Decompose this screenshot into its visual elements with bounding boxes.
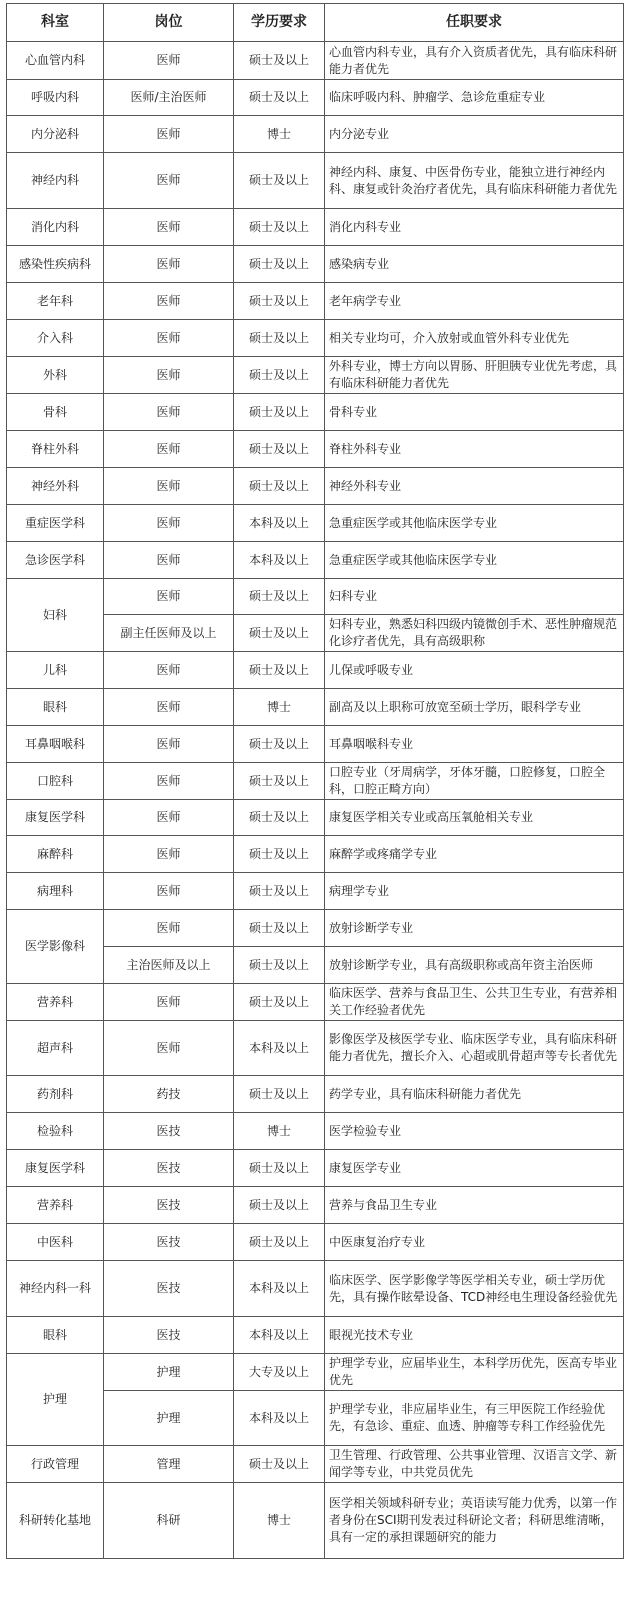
cell-department: 心血管内科 <box>7 42 104 80</box>
cell-education: 硕士及以上 <box>234 357 325 394</box>
table-row <box>7 431 624 468</box>
table-row <box>7 984 624 1021</box>
cell-education: 硕士及以上 <box>234 283 325 320</box>
cell-department: 儿科 <box>7 652 104 689</box>
table-row <box>7 283 624 320</box>
cell-department: 护理 <box>7 1354 104 1446</box>
table-row <box>7 1150 624 1187</box>
cell-education: 硕士及以上 <box>234 320 325 357</box>
cell-position: 医师 <box>104 1021 234 1076</box>
cell-position: 医师 <box>104 836 234 873</box>
cell-education: 本科及以上 <box>234 1261 325 1317</box>
cell-requirements: 医学检验专业 <box>325 1113 624 1150</box>
cell-requirements: 儿保或呼吸专业 <box>325 652 624 689</box>
cell-department: 介入科 <box>7 320 104 357</box>
cell-education: 硕士及以上 <box>234 873 325 910</box>
cell-education: 硕士及以上 <box>234 1224 325 1261</box>
cell-education: 硕士及以上 <box>234 431 325 468</box>
table-row <box>7 910 624 947</box>
cell-requirements: 药学专业，具有临床科研能力者优先 <box>325 1076 624 1113</box>
cell-position: 医师 <box>104 246 234 283</box>
cell-department: 病理科 <box>7 873 104 910</box>
table-row <box>7 1021 624 1076</box>
cell-requirements: 相关专业均可，介入放射或血管外科专业优先 <box>325 320 624 357</box>
cell-department: 外科 <box>7 357 104 394</box>
header-dept: 科室 <box>7 4 104 42</box>
cell-position: 医师 <box>104 800 234 836</box>
cell-requirements: 内分泌专业 <box>325 116 624 153</box>
table-row <box>7 246 624 283</box>
cell-department: 中医科 <box>7 1224 104 1261</box>
cell-position: 医师 <box>104 726 234 763</box>
table-row <box>7 153 624 209</box>
cell-department: 麻醉科 <box>7 836 104 873</box>
cell-position: 医师 <box>104 873 234 910</box>
cell-department: 眼科 <box>7 1317 104 1354</box>
cell-education: 硕士及以上 <box>234 1446 325 1483</box>
cell-education: 硕士及以上 <box>234 947 325 984</box>
cell-department: 营养科 <box>7 1187 104 1224</box>
cell-requirements: 老年病学专业 <box>325 283 624 320</box>
table-row <box>7 763 624 800</box>
cell-department: 营养科 <box>7 984 104 1021</box>
cell-requirements: 医学相关领域科研专业；英语读写能力优秀，以第一作者身份在SCI期刊发表过科研论文者；科研思维清晰，具有一定的承担课题研究的能力 <box>325 1483 624 1559</box>
cell-position: 医师 <box>104 984 234 1021</box>
table-row <box>7 579 624 615</box>
cell-requirements: 护理学专业，应届毕业生，本科学历优先，医高专毕业优先 <box>325 1354 624 1391</box>
cell-position: 医技 <box>104 1150 234 1187</box>
cell-requirements: 感染病专业 <box>325 246 624 283</box>
cell-requirements: 康复医学相关专业或高压氧舱相关专业 <box>325 800 624 836</box>
cell-requirements: 妇科专业 <box>325 579 624 615</box>
table-row <box>7 1076 624 1113</box>
cell-department: 感染性疾病科 <box>7 246 104 283</box>
cell-education: 博士 <box>234 1483 325 1559</box>
cell-education: 硕士及以上 <box>234 42 325 80</box>
cell-requirements: 临床呼吸内科、肿瘤学、急诊危重症专业 <box>325 80 624 116</box>
cell-position: 医师 <box>104 431 234 468</box>
table-row <box>7 468 624 505</box>
cell-department: 康复医学科 <box>7 1150 104 1187</box>
table-row <box>7 394 624 431</box>
header-education: 学历要求 <box>234 4 325 42</box>
cell-education: 本科及以上 <box>234 1391 325 1446</box>
cell-position: 医师 <box>104 320 234 357</box>
cell-position: 医技 <box>104 1224 234 1261</box>
cell-requirements: 护理学专业，非应届毕业生，有三甲医院工作经验优先，有急诊、重症、血透、肿瘤等专科工作经验优先 <box>325 1391 624 1446</box>
cell-education: 博士 <box>234 689 325 726</box>
cell-education: 硕士及以上 <box>234 1076 325 1113</box>
table-row <box>7 1446 624 1483</box>
table-row <box>7 689 624 726</box>
cell-position: 护理 <box>104 1391 234 1446</box>
table-row <box>7 873 624 910</box>
cell-position: 医师 <box>104 910 234 947</box>
table-row <box>7 505 624 542</box>
cell-position: 医师 <box>104 116 234 153</box>
cell-requirements: 脊柱外科专业 <box>325 431 624 468</box>
cell-department: 重症医学科 <box>7 505 104 542</box>
cell-position: 医师 <box>104 153 234 209</box>
header-position: 岗位 <box>104 4 234 42</box>
cell-education: 博士 <box>234 1113 325 1150</box>
cell-education: 博士 <box>234 116 325 153</box>
cell-education: 硕士及以上 <box>234 800 325 836</box>
cell-education: 本科及以上 <box>234 1021 325 1076</box>
cell-department: 超声科 <box>7 1021 104 1076</box>
table-row <box>7 836 624 873</box>
cell-department: 消化内科 <box>7 209 104 246</box>
table-row <box>7 542 624 579</box>
cell-education: 本科及以上 <box>234 542 325 579</box>
cell-requirements: 急重症医学或其他临床医学专业 <box>325 505 624 542</box>
cell-requirements: 副高及以上职称可放宽至硕士学历，眼科学专业 <box>325 689 624 726</box>
cell-department: 行政管理 <box>7 1446 104 1483</box>
cell-position: 医师 <box>104 394 234 431</box>
table-row <box>7 42 624 80</box>
cell-requirements: 心血管内科专业，具有介入资质者优先，具有临床科研能力者优先 <box>325 42 624 80</box>
cell-education: 本科及以上 <box>234 505 325 542</box>
cell-education: 硕士及以上 <box>234 910 325 947</box>
cell-department: 骨科 <box>7 394 104 431</box>
cell-department: 内分泌科 <box>7 116 104 153</box>
cell-position: 医师 <box>104 542 234 579</box>
cell-position: 医师 <box>104 763 234 800</box>
cell-education: 硕士及以上 <box>234 579 325 615</box>
cell-position: 药技 <box>104 1076 234 1113</box>
table-row <box>7 1224 624 1261</box>
cell-department: 脊柱外科 <box>7 431 104 468</box>
cell-position: 医师 <box>104 652 234 689</box>
table-row <box>7 800 624 836</box>
cell-requirements: 耳鼻咽喉科专业 <box>325 726 624 763</box>
cell-position: 医师 <box>104 689 234 726</box>
header-requirements: 任职要求 <box>325 4 624 42</box>
cell-education: 硕士及以上 <box>234 246 325 283</box>
cell-requirements: 妇科专业，熟悉妇科四级内镜微创手术、恶性肿瘤规范化诊疗者优先，具有高级职称 <box>325 615 624 652</box>
recruitment-table <box>6 3 624 1559</box>
table-row <box>7 1261 624 1317</box>
cell-education: 硕士及以上 <box>234 984 325 1021</box>
cell-position: 医师 <box>104 357 234 394</box>
table-row <box>7 1113 624 1150</box>
cell-position: 医师 <box>104 42 234 80</box>
table-row <box>7 726 624 763</box>
cell-requirements: 急重症医学或其他临床医学专业 <box>325 542 624 579</box>
cell-department: 神经内科 <box>7 153 104 209</box>
cell-requirements: 中医康复治疗专业 <box>325 1224 624 1261</box>
table-row <box>7 209 624 246</box>
cell-position: 医师 <box>104 468 234 505</box>
cell-position: 医技 <box>104 1187 234 1224</box>
cell-education: 硕士及以上 <box>234 726 325 763</box>
cell-position: 医技 <box>104 1261 234 1317</box>
table-row <box>7 1187 624 1224</box>
cell-position: 主治医师及以上 <box>104 947 234 984</box>
table-row <box>7 1483 624 1559</box>
table-row <box>7 1317 624 1354</box>
cell-education: 硕士及以上 <box>234 763 325 800</box>
cell-department: 呼吸内科 <box>7 80 104 116</box>
cell-department: 耳鼻咽喉科 <box>7 726 104 763</box>
cell-requirements: 神经内科、康复、中医骨伤专业，能独立进行神经内科、康复或针灸治疗者优先，具有临床科研能力者优先 <box>325 153 624 209</box>
cell-education: 本科及以上 <box>234 1317 325 1354</box>
cell-education: 硕士及以上 <box>234 652 325 689</box>
cell-requirements: 麻醉学或疼痛学专业 <box>325 836 624 873</box>
cell-position: 科研 <box>104 1483 234 1559</box>
cell-education: 硕士及以上 <box>234 80 325 116</box>
cell-requirements: 病理学专业 <box>325 873 624 910</box>
cell-position: 医师 <box>104 579 234 615</box>
cell-education: 硕士及以上 <box>234 836 325 873</box>
cell-department: 眼科 <box>7 689 104 726</box>
cell-education: 硕士及以上 <box>234 209 325 246</box>
cell-requirements: 眼视光技术专业 <box>325 1317 624 1354</box>
cell-requirements: 放射诊断学专业，具有高级职称或高年资主治医师 <box>325 947 624 984</box>
cell-department: 神经内科一科 <box>7 1261 104 1317</box>
cell-department: 神经外科 <box>7 468 104 505</box>
table-row <box>7 1354 624 1391</box>
cell-position: 护理 <box>104 1354 234 1391</box>
cell-position: 医师 <box>104 209 234 246</box>
cell-position: 医技 <box>104 1113 234 1150</box>
cell-position: 医技 <box>104 1317 234 1354</box>
cell-requirements: 消化内科专业 <box>325 209 624 246</box>
cell-department: 急诊医学科 <box>7 542 104 579</box>
cell-requirements: 外科专业，博士方向以胃肠、肝胆胰专业优先考虑，具有临床科研能力者优先 <box>325 357 624 394</box>
cell-education: 大专及以上 <box>234 1354 325 1391</box>
cell-education: 硕士及以上 <box>234 615 325 652</box>
cell-requirements: 卫生管理、行政管理、公共事业管理、汉语言文学、新闻学等专业，中共党员优先 <box>325 1446 624 1483</box>
cell-position: 医师 <box>104 505 234 542</box>
cell-position: 副主任医师及以上 <box>104 615 234 652</box>
cell-requirements: 骨科专业 <box>325 394 624 431</box>
cell-department: 口腔科 <box>7 763 104 800</box>
cell-education: 硕士及以上 <box>234 153 325 209</box>
header-row <box>7 4 624 42</box>
table-row <box>7 320 624 357</box>
cell-department: 康复医学科 <box>7 800 104 836</box>
table-body <box>7 42 624 1559</box>
cell-requirements: 口腔专业（牙周病学，牙体牙髓，口腔修复，口腔全科，口腔正畸方向） <box>325 763 624 800</box>
cell-education: 硕士及以上 <box>234 468 325 505</box>
table-row <box>7 357 624 394</box>
cell-requirements: 临床医学、医学影像学等医学相关专业，硕士学历优先，具有操作眩晕设备、TCD神经电生理设备经验优先 <box>325 1261 624 1317</box>
cell-requirements: 神经外科专业 <box>325 468 624 505</box>
cell-position: 管理 <box>104 1446 234 1483</box>
cell-department: 科研转化基地 <box>7 1483 104 1559</box>
table-row <box>7 80 624 116</box>
cell-education: 硕士及以上 <box>234 394 325 431</box>
cell-requirements: 临床医学、营养与食品卫生、公共卫生专业，有营养相关工作经验者优先 <box>325 984 624 1021</box>
cell-requirements: 影像医学及核医学专业、临床医学专业，具有临床科研能力者优先，擅长介入、心超或肌骨超声等专长者优先 <box>325 1021 624 1076</box>
cell-education: 硕士及以上 <box>234 1150 325 1187</box>
cell-position: 医师 <box>104 283 234 320</box>
table-row <box>7 116 624 153</box>
cell-position: 医师/主治医师 <box>104 80 234 116</box>
cell-department: 检验科 <box>7 1113 104 1150</box>
cell-department: 妇科 <box>7 579 104 652</box>
cell-department: 医学影像科 <box>7 910 104 984</box>
cell-requirements: 营养与食品卫生专业 <box>325 1187 624 1224</box>
cell-department: 老年科 <box>7 283 104 320</box>
cell-department: 药剂科 <box>7 1076 104 1113</box>
cell-requirements: 放射诊断学专业 <box>325 910 624 947</box>
table-row <box>7 652 624 689</box>
cell-requirements: 康复医学专业 <box>325 1150 624 1187</box>
cell-education: 硕士及以上 <box>234 1187 325 1224</box>
